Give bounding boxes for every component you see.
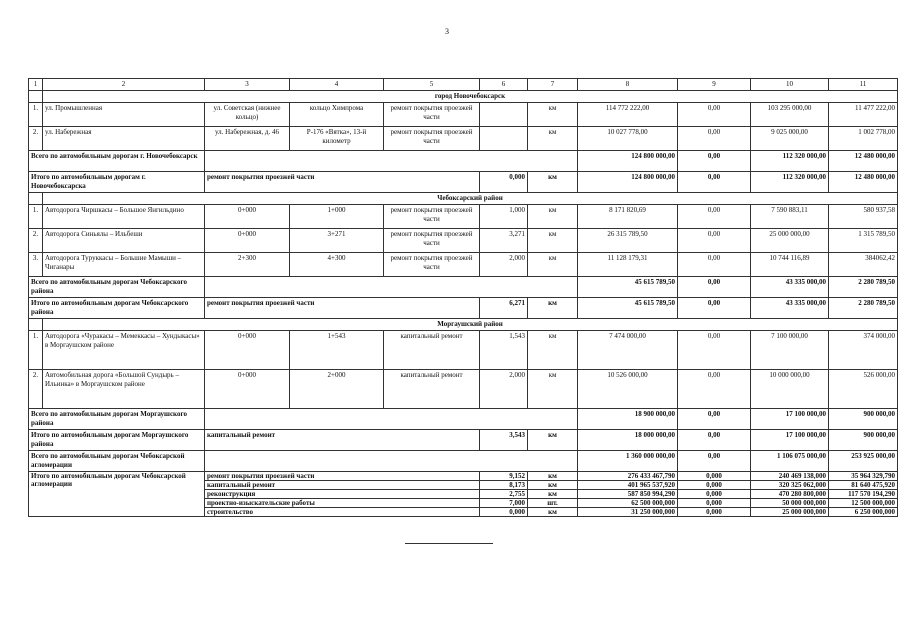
amount-total: 114 772 222,00	[578, 103, 678, 127]
unit: км	[528, 127, 578, 151]
footer-rule	[405, 543, 493, 544]
amount-total: 124 800 000,00	[578, 172, 678, 193]
row-number: 1.	[29, 331, 43, 370]
table-cell	[29, 319, 43, 331]
end-point: 2+000	[290, 370, 384, 409]
work-type: ремонт покрытия проезжей части	[384, 205, 480, 229]
column-header: 8	[578, 79, 678, 91]
unit: км	[528, 430, 578, 451]
amount-col11: 11 477 222,00	[829, 103, 898, 127]
end-point: 1+000	[290, 205, 384, 229]
amount-total: 124 800 000,00	[578, 151, 678, 172]
column-header: 1	[29, 79, 43, 91]
work-type: ремонт покрытия проезжей части	[384, 103, 480, 127]
end-point: 3+271	[290, 229, 384, 253]
length: 3,271	[480, 229, 528, 253]
work-type: ремонт покрытия проезжей части	[384, 253, 480, 277]
work-type: строительство	[205, 508, 480, 517]
amount-col9: 0,00	[678, 151, 751, 172]
section-total-row	[29, 409, 898, 430]
length: 9,152	[480, 472, 528, 481]
work-type: капитальный ремонт	[384, 331, 480, 370]
amount-col9: 0,00	[678, 205, 751, 229]
unit: км	[528, 103, 578, 127]
section-result-row	[29, 172, 898, 193]
length	[480, 127, 528, 151]
unit: км	[528, 370, 578, 409]
section-title-row	[29, 319, 898, 331]
data-row	[29, 205, 898, 229]
total-label: Всего по автомобильным дорогам Чебоксарского района	[29, 277, 205, 298]
amount-col9: 0,00	[678, 370, 751, 409]
amount-col10: 43 335 000,00	[751, 277, 829, 298]
work-type: ремонт покрытия проезжей части	[384, 229, 480, 253]
amount-col9: 0,00	[678, 331, 751, 370]
unit: км	[528, 331, 578, 370]
end-point: кольцо Химпрома	[290, 103, 384, 127]
unit: км	[528, 481, 578, 490]
amount-col11: 2 280 789,50	[829, 277, 898, 298]
work-type: ремонт покрытия проезжей части	[384, 127, 480, 151]
road-name: ул. Промышленная	[43, 103, 205, 127]
amount-total: 18 900 000,00	[578, 409, 678, 430]
start-point: 0+000	[205, 370, 290, 409]
amount-total: 8 171 820,69	[578, 205, 678, 229]
total-label: Всего по автомобильным дорогам Чебоксарской агломерации	[29, 451, 205, 472]
amount-total: 45 615 789,50	[578, 277, 678, 298]
length: 6,271	[480, 298, 528, 319]
column-header: 5	[384, 79, 480, 91]
table-cell	[205, 409, 578, 430]
amount-col9: 0,000	[678, 499, 751, 508]
amount-col10: 50 000 000,000	[751, 499, 829, 508]
amount-total: 45 615 789,50	[578, 298, 678, 319]
length: 8,173	[480, 481, 528, 490]
section-title: Моргаушский район	[43, 319, 898, 331]
length: 0,000	[480, 172, 528, 193]
row-number: 3.	[29, 253, 43, 277]
length: 2,000	[480, 370, 528, 409]
amount-col9: 0,000	[678, 490, 751, 499]
amount-col11: 12 480 000,00	[829, 151, 898, 172]
amount-col11: 2 280 789,50	[829, 298, 898, 319]
amount-col9: 0,000	[678, 481, 751, 490]
start-point: ул. Советская (нижнее кольцо)	[205, 103, 290, 127]
end-point: 1+543	[290, 331, 384, 370]
work-type: капитальный ремонт	[384, 370, 480, 409]
section-result-row	[29, 298, 898, 319]
length: 3,543	[480, 430, 528, 451]
amount-total: 31 250 000,000	[578, 508, 678, 517]
amount-col9: 0,00	[678, 451, 751, 472]
section-total-row	[29, 151, 898, 172]
work-type: капитальный ремонт	[205, 481, 480, 490]
length: 0,000	[480, 508, 528, 517]
work-type: проектно-изыскательские работы	[205, 499, 480, 508]
column-header: 3	[205, 79, 290, 91]
amount-col10: 17 100 000,00	[751, 430, 829, 451]
amount-col10: 470 280 800,000	[751, 490, 829, 499]
section-title: город Новочебоксарск	[43, 91, 898, 103]
amount-col9: 0,00	[678, 172, 751, 193]
amount-col9: 0,000	[678, 472, 751, 481]
amount-col11: 384062,42	[829, 253, 898, 277]
amount-col10: 103 295 000,00	[751, 103, 829, 127]
amount-col11: 1 315 789,50	[829, 229, 898, 253]
road-name: Автодорога Чиршкасы – Большое Янгильдино	[43, 205, 205, 229]
amount-col9: 0,00	[678, 298, 751, 319]
column-header: 4	[290, 79, 384, 91]
amount-col11: 1 002 778,00	[829, 127, 898, 151]
amount-col11: 900 000,00	[829, 409, 898, 430]
amount-total: 587 850 994,290	[578, 490, 678, 499]
unit: км	[528, 472, 578, 481]
amount-col10: 1 106 075 000,00	[751, 451, 829, 472]
amount-col9: 0,00	[678, 253, 751, 277]
length: 1,000	[480, 205, 528, 229]
road-name: Автомобильная дорога «Большой Сундырь – Ильинка» в Моргаушском районе	[43, 370, 205, 409]
amount-total: 10 526 000,00	[578, 370, 678, 409]
row-number: 1.	[29, 103, 43, 127]
section-title-row	[29, 91, 898, 103]
amount-col11: 81 640 475,920	[829, 481, 898, 490]
data-row	[29, 370, 898, 409]
table-cell	[29, 91, 43, 103]
length: 2,000	[480, 253, 528, 277]
amount-col10: 17 100 000,00	[751, 409, 829, 430]
work-type: ремонт покрытия проезжей части	[205, 298, 480, 319]
work-type: ремонт покрытия проезжей части	[205, 172, 480, 193]
result-label: Итого по автомобильным дорогам Чебоксарского района	[29, 298, 205, 319]
amount-col10: 25 000 000,000	[751, 508, 829, 517]
work-type: ремонт покрытия проезжей части	[205, 472, 480, 481]
amount-col9: 0,00	[678, 103, 751, 127]
road-name: Автодорога Туруккасы – Большие Мамыши – Чиганары	[43, 253, 205, 277]
amount-col9: 0,00	[678, 127, 751, 151]
unit: км	[528, 298, 578, 319]
amount-col9: 0,00	[678, 229, 751, 253]
amount-col10: 43 335 000,00	[751, 298, 829, 319]
amount-col10: 10 000 000,00	[751, 370, 829, 409]
amount-col10: 9 025 000,00	[751, 127, 829, 151]
amount-total: 7 474 000,00	[578, 331, 678, 370]
agglomeration-result-row	[29, 472, 898, 481]
section-title: Чебоксарский район	[43, 193, 898, 205]
work-type: реконструкция	[205, 490, 480, 499]
amount-total: 401 965 537,920	[578, 481, 678, 490]
unit: км	[528, 172, 578, 193]
amount-col11: 253 925 000,00	[829, 451, 898, 472]
table-cell	[205, 277, 578, 298]
start-point: 0+000	[205, 229, 290, 253]
road-name: Автодорога «Чуракасы – Мемеккасы – Хундыкасы» в Моргаушском районе	[43, 331, 205, 370]
unit: км	[528, 205, 578, 229]
end-point: Р-176 «Вятка», 13-й километр	[290, 127, 384, 151]
amount-col10: 320 325 062,000	[751, 481, 829, 490]
start-point: 0+000	[205, 205, 290, 229]
section-title-row	[29, 193, 898, 205]
row-number: 2.	[29, 229, 43, 253]
length	[480, 103, 528, 127]
total-label: Всего по автомобильным дорогам Моргаушского района	[29, 409, 205, 430]
road-name: ул. Набережная	[43, 127, 205, 151]
amount-col11: 580 937,58	[829, 205, 898, 229]
amount-total: 276 433 467,790	[578, 472, 678, 481]
result-label: Итого по автомобильным дорогам г. Новочебоксарска	[29, 172, 205, 193]
amount-col11: 117 570 194,290	[829, 490, 898, 499]
start-point: ул. Набережная, д. 46	[205, 127, 290, 151]
amount-col10: 7 590 883,11	[751, 205, 829, 229]
amount-total: 26 315 789,50	[578, 229, 678, 253]
data-row	[29, 229, 898, 253]
column-header: 10	[751, 79, 829, 91]
amount-col11: 374 000,00	[829, 331, 898, 370]
unit: шт.	[528, 499, 578, 508]
header-row	[29, 79, 898, 91]
column-header: 2	[43, 79, 205, 91]
amount-total: 62 500 000,000	[578, 499, 678, 508]
section-total-row	[29, 277, 898, 298]
amount-col10: 25 000 000,00	[751, 229, 829, 253]
amount-col9: 0,00	[678, 430, 751, 451]
length: 7,000	[480, 499, 528, 508]
unit: км	[528, 229, 578, 253]
column-header: 7	[528, 79, 578, 91]
amount-col11: 12 500 000,000	[829, 499, 898, 508]
column-header: 6	[480, 79, 528, 91]
amount-col11: 526 000,00	[829, 370, 898, 409]
data-row	[29, 103, 898, 127]
unit: км	[528, 490, 578, 499]
amount-col9: 0,00	[678, 409, 751, 430]
column-header: 11	[829, 79, 898, 91]
amount-col10: 112 320 000,00	[751, 151, 829, 172]
amount-col11: 6 250 000,000	[829, 508, 898, 517]
agglomeration-total-row	[29, 451, 898, 472]
row-number: 1.	[29, 205, 43, 229]
length: 1,543	[480, 331, 528, 370]
amount-total: 1 360 000 000,00	[578, 451, 678, 472]
amount-col11: 900 000,00	[829, 430, 898, 451]
amount-col10: 112 320 000,00	[751, 172, 829, 193]
section-result-row	[29, 430, 898, 451]
amount-total: 18 000 000,00	[578, 430, 678, 451]
total-label: Всего по автомобильным дорогам г. Новочебоксарск	[29, 151, 205, 172]
amount-col10: 10 744 116,89	[751, 253, 829, 277]
amount-total: 10 027 778,00	[578, 127, 678, 151]
result-label: Итого по автомобильным дорогам Чебоксарской агломерации	[29, 472, 205, 517]
table-cell	[205, 151, 578, 172]
amount-col9: 0,000	[678, 508, 751, 517]
data-row	[29, 127, 898, 151]
end-point: 4+300	[290, 253, 384, 277]
column-header: 9	[678, 79, 751, 91]
data-row	[29, 253, 898, 277]
row-number: 2.	[29, 370, 43, 409]
page-number: 3	[445, 27, 449, 36]
unit: км	[528, 508, 578, 517]
table-cell	[29, 193, 43, 205]
amount-col10: 240 469 138,000	[751, 472, 829, 481]
row-number: 2.	[29, 127, 43, 151]
data-row	[29, 331, 898, 370]
work-type: капитальный ремонт	[205, 430, 480, 451]
unit: км	[528, 253, 578, 277]
amount-col11: 12 480 000,00	[829, 172, 898, 193]
start-point: 2+300	[205, 253, 290, 277]
amount-col9: 0,00	[678, 277, 751, 298]
amount-col11: 35 964 329,790	[829, 472, 898, 481]
table-cell	[205, 451, 578, 472]
length: 2,755	[480, 490, 528, 499]
start-point: 0+000	[205, 331, 290, 370]
amount-col10: 7 100 000,00	[751, 331, 829, 370]
road-name: Автодорога Синьялы – Ильбеши	[43, 229, 205, 253]
amount-total: 11 128 179,31	[578, 253, 678, 277]
result-label: Итого по автомобильным дорогам Моргаушского района	[29, 430, 205, 451]
road-works-table	[28, 78, 898, 517]
